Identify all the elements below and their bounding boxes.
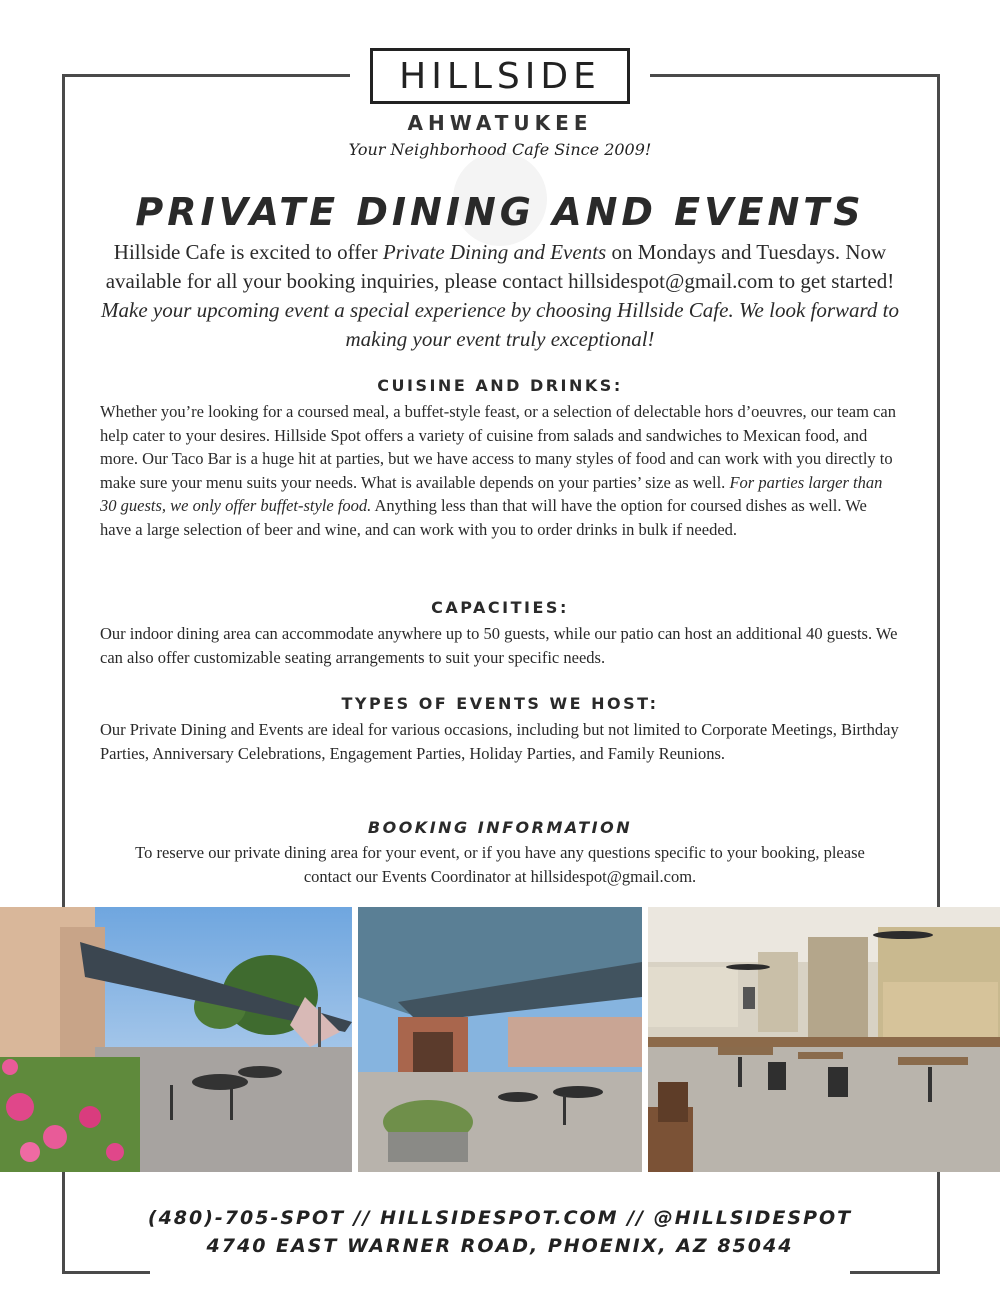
intro-text-b: on Mondays and Tuesdays. Now available for all your booking inquiries, please contact hillsidespot@gmail.com to get started! [105, 240, 895, 293]
patio-photo-flowers [0, 907, 352, 1172]
cuisine-text-b: Anything less than that will have the option for coursed dishes as well. We have a large selection of beer and wine, and can work with you to order drinks in bulk if needed. [100, 496, 867, 539]
page-title: PRIVATE DINING AND EVENTS [135, 190, 865, 234]
indoor-dining-photo [648, 907, 1000, 1172]
booking-text: To reserve our private dining area for your event, or if you have any questions specific to your booking, please contact our Events Coordinator at hillsidespot@gmail.com. [135, 843, 865, 886]
logo-location: AHWATUKEE [407, 111, 593, 135]
intro-paragraph [90, 238, 910, 354]
footer-contact: (480)-705-SPOT // HILLSIDESPOT.COM // @HILLSIDESPOT [147, 1207, 853, 1229]
cuisine-emphasis: For parties larger than 30 guests, we only offer buffet-style food. [100, 472, 883, 515]
cuisine-heading: CUISINE AND DRINKS: [377, 376, 623, 395]
capacities-heading: CAPACITIES: [431, 598, 569, 617]
patio-photo-fireplace [358, 907, 642, 1172]
cuisine-text [100, 400, 900, 541]
intro-text-a: Hillside Cafe is excited to offer [113, 240, 383, 264]
cuisine-text-a: Whether you’re looking for a coursed meal, a buffet-style feast, or a selection of delectable hors d’oeuvres, our team can help cater to your desires. Hillside Spot offers a variety of cuisine from salads and sandwiches to Mexican food, and more. Our Taco Bar is a huge hit at parties, but we have access to many styles of food and can work with you directly to make sure your menu suits your needs. What is available depends on your parties’ size as well. [100, 402, 896, 492]
logo-tagline: Your Neighborhood Cafe Since 2009! [348, 140, 652, 159]
intro-closing: Make your upcoming event a special experience by choosing Hillside Cafe. We look forward to making your event truly exceptional! [101, 298, 899, 351]
footer-address: 4740 EAST WARNER ROAD, PHOENIX, AZ 85044 [206, 1235, 794, 1257]
capacities-text: Our indoor dining area can accommodate anywhere up to 50 guests, while our patio can host an additional 40 guests. We can also offer customizable seating arrangements to suit your specific needs. [100, 624, 898, 667]
photo-strip [0, 907, 1000, 1172]
events-heading: TYPES OF EVENTS WE HOST: [341, 694, 659, 713]
booking-heading: BOOKING INFORMATION [367, 818, 633, 837]
logo [370, 48, 630, 104]
logo-name: HILLSIDE [399, 55, 601, 97]
events-text: Our Private Dining and Events are ideal for various occasions, including but not limited to Corporate Meetings, Birthday Parties, Anniversary Celebrations, Engagement Parties, Holiday Parties, and Family Reunions. [100, 720, 899, 763]
intro-emphasis: Private Dining and Events [382, 240, 607, 264]
